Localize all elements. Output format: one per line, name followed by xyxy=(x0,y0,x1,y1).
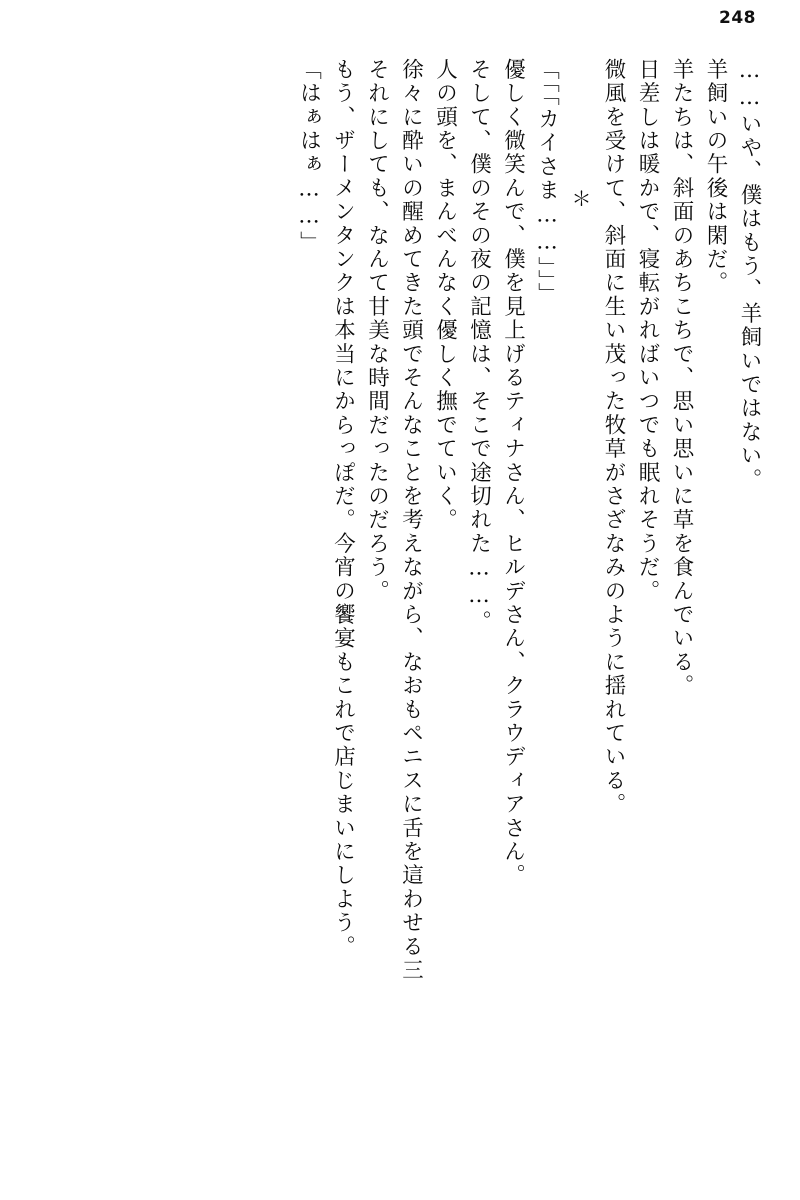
text-column: 徐々に酔いの醒めてきた頭でそんなことを考えながら、なおもペニスに舌を這わせる三 xyxy=(398,58,424,983)
text-column: もう、ザーメンタンクは本当にからっぽだ。今宵の饗宴もこれで店じまいにしよう。 xyxy=(330,58,356,959)
text-column: それにしても、なんて甘美な時間だったのだろう。 xyxy=(364,58,390,604)
scene-break-separator xyxy=(570,58,590,1158)
text-column: 優しく微笑んで、僕を見上げるティナさん、ヒルデさん、クラウディアさん。 xyxy=(500,58,526,888)
asterisk-glyph: ＊ xyxy=(568,188,592,208)
text-column: 「「「カイさま……」」」 xyxy=(534,58,560,307)
text-column: そして、僕のその夜の記憶は、そこで途切れた……。 xyxy=(466,58,492,634)
text-column: 日差しは暖かで、寝転がればいつでも眠れそうだ。 xyxy=(635,58,660,604)
text-column: 「はぁはぁ……」 xyxy=(296,58,322,255)
text-column: 人の頭を、まんべんなく優しく撫でていく。 xyxy=(432,58,458,532)
vertical-text-body xyxy=(40,58,760,1163)
text-column: 羊飼いの午後は閑だ。 xyxy=(703,58,728,295)
page-number: 248 xyxy=(719,8,756,28)
text-column: 羊たちは、斜面のあちこちで、思い思いに草を食んでいる。 xyxy=(669,58,694,698)
text-column: 微風を受けて、斜面に生い茂った牧草がさざなみのように揺れている。 xyxy=(601,58,626,817)
text-column: ……いや、僕はもう、羊飼いではない。 xyxy=(737,58,762,492)
